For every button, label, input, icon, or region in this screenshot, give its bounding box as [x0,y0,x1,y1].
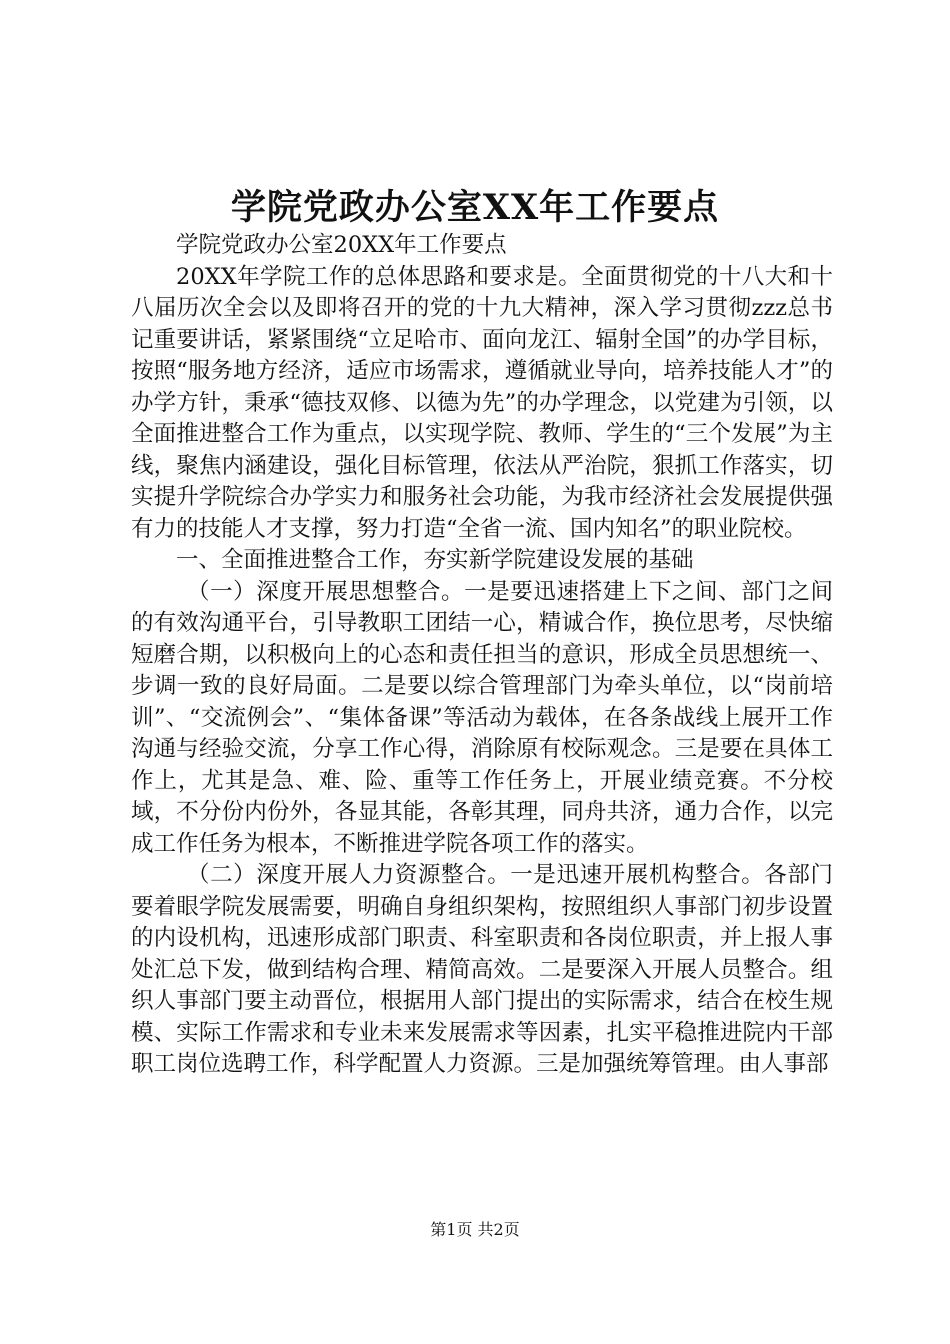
section-heading-1: 一、全面推进整合工作，夯实新学院建设发展的基础 [176,547,694,573]
paragraph-heading: 学院党政办公室20XX年工作要点 [176,232,507,258]
page-number: 第1页 共2页 [430,1220,520,1239]
paragraph-hr-integration: （二）深度开展人力资源整合。一是迅速开展机构整合。各部门要着眼学院发展需要，明确自身组织架构，按照组织人事部门初步设置的内设机构，迅速形成部门职责、科室职责和各岗位职责，并上报人事处汇总下发，做到结构合理、精简高效。二是要深入开展人员整合。组织人事部门要主动晋位，根据用人部门提出的实际需求，结合在校生规模、实际工作需求和专业未来发展需求等因素，扎实平稳推进院内干部职工岗位选聘工作，科学配置人力资源。三是加强统筹管理。由人事部 [131,862,833,1077]
document-body [131,230,833,1081]
paragraph-overview: 20XX年学院工作的总体思路和要求是。全面贯彻党的十八大和十八届历次全会以及即将召开的党的十九大精神，深入学习贯彻zzz总书记重要讲话，紧紧围绕“立足哈市、面向龙江、辐射全国”的办学目标，按照“服务地方经济，适应市场需求，遵循就业导向，培养技能人才”的办学方针，秉承“德技双修、以德为先”的办学理念，以党建为引领，以全面推进整合工作为重点，以实现学院、教师、学生的“三个发展”为主线，聚焦内涵建设，强化目标管理，依法从严治院，狠抓工作落实，切实提升学院综合办学实力和服务社会功能，为我市经济社会发展提供强有力的技能人才支撑，努力打造“全省一流、国内知名”的职业院校。 [131,263,833,542]
paragraph-thought-integration: （一）深度开展思想整合。一是要迅速搭建上下之间、部门之间的有效沟通平台，引导教职工团结一心，精诚合作，换位思考，尽快缩短磨合期，以积极向上的心态和责任担当的意识，形成全员思想统一、步调一致的良好局面。二是要以综合管理部门为牵头单位，以“岗前培训”、“交流例会”、“集体备课”等活动为载体，在各条战线上展开工作沟通与经验交流，分享工作心得，消除原有校际观念。三是要在具体工作上，尤其是急、难、险、重等工作任务上，开展业绩竞赛。不分校域，不分份内份外，各显其能，各彰其理，同舟共济，通力合作，以完成工作任务为根本，不断推进学院各项工作的落实。 [131,578,833,857]
document-title: 学院党政办公室XX年工作要点 [230,187,720,228]
